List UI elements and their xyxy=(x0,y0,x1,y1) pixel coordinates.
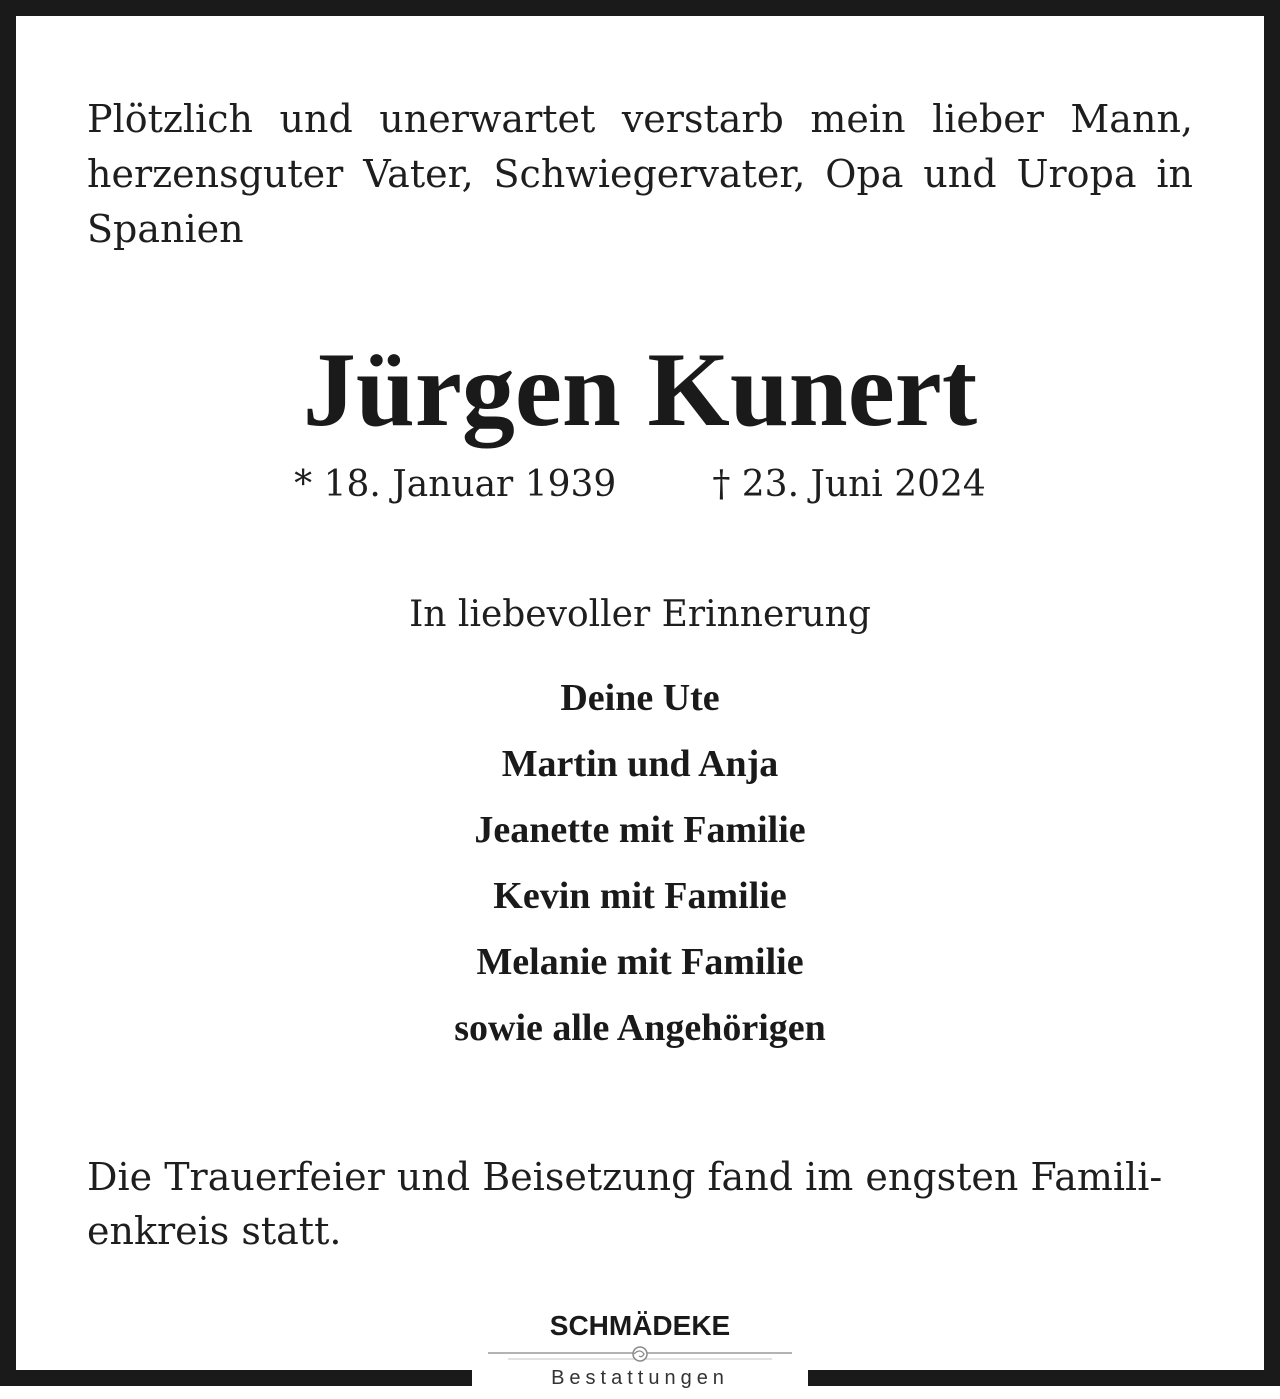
deceased-name: Jürgen Kunert xyxy=(302,331,978,448)
border-bottom-left xyxy=(0,1370,472,1386)
ceremony-text xyxy=(87,1150,1193,1258)
family-member: Jeanette mit Familie xyxy=(474,809,806,851)
intro-text: Plötzlich und unerwartet verstarb mein lieber Mann, herzensguter Vater, Schwiegervater, Opa und Uropa in Spanien xyxy=(87,97,1193,251)
family-member: Kevin mit Familie xyxy=(493,875,787,917)
family-member: Melanie mit Familie xyxy=(476,941,804,983)
life-dates xyxy=(0,462,1280,508)
ceremony-sentence: Die Trauerfeier und Beisetzung fand im engsten Famili- enkreis statt. xyxy=(87,1155,1163,1253)
logo-name: SCHMÄDEKE xyxy=(549,1310,731,1341)
family-list xyxy=(0,665,1280,1061)
death-date: † 23. Juni 2024 xyxy=(712,464,986,505)
swirl-ornament-icon xyxy=(488,1344,792,1366)
family-member: Martin und Anja xyxy=(501,743,779,785)
logo-subtitle: Bestattungen xyxy=(551,1367,729,1389)
birth-date: * 18. Januar 1939 xyxy=(294,464,617,505)
memory-line: In liebevoller Erinnerung xyxy=(409,594,871,635)
family-member: sowie alle Angehörigen xyxy=(454,1007,826,1049)
family-member: Deine Ute xyxy=(560,677,720,719)
funeral-home-logo xyxy=(488,1308,792,1399)
border-top xyxy=(0,0,1280,16)
border-bottom-right xyxy=(808,1370,1280,1386)
